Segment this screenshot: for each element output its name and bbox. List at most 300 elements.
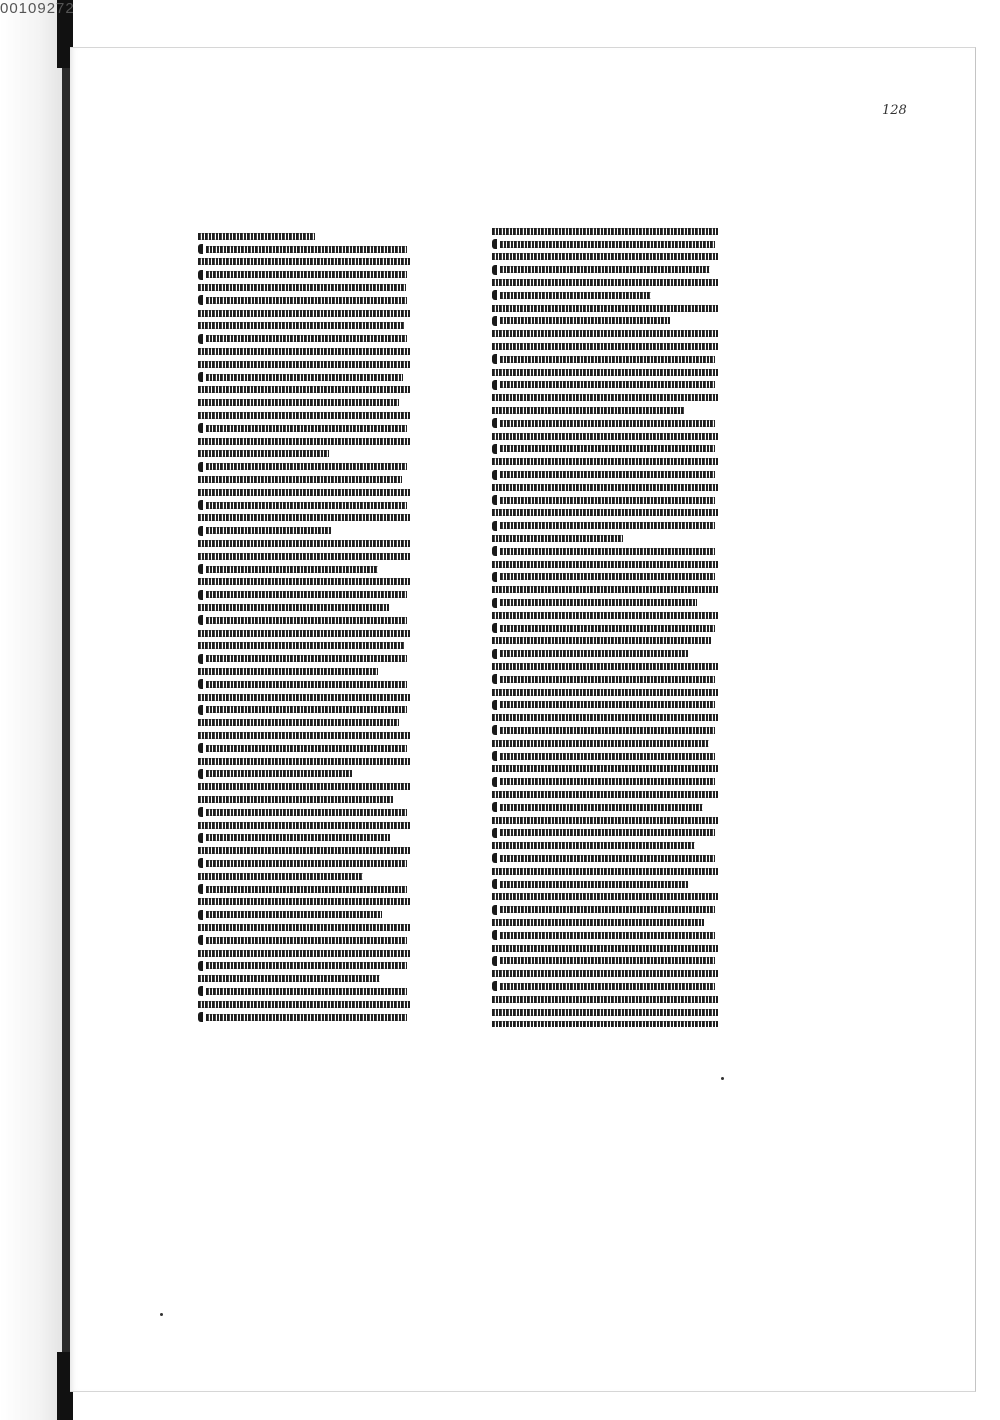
script-line bbox=[492, 596, 718, 609]
ink-stroke bbox=[198, 578, 410, 585]
script-line bbox=[492, 302, 718, 315]
pilcrow-mark bbox=[492, 981, 497, 991]
ink-stroke bbox=[206, 911, 382, 918]
text-column-left bbox=[198, 230, 410, 1032]
script-line bbox=[198, 448, 410, 461]
ink-stroke bbox=[198, 975, 380, 982]
pilcrow-mark bbox=[492, 572, 497, 582]
script-line bbox=[198, 831, 410, 844]
script-line bbox=[198, 332, 410, 345]
ink-stroke bbox=[492, 561, 718, 568]
script-line bbox=[492, 814, 718, 827]
script-line bbox=[492, 609, 718, 622]
ink-stroke bbox=[492, 228, 718, 235]
ink-stroke bbox=[198, 284, 406, 291]
script-line bbox=[492, 878, 718, 891]
ink-stroke bbox=[198, 412, 410, 419]
script-line bbox=[492, 993, 718, 1006]
ink-stroke bbox=[206, 886, 407, 893]
ink-stroke bbox=[198, 386, 410, 393]
script-line bbox=[198, 409, 410, 422]
script-line bbox=[492, 263, 718, 276]
ink-stroke bbox=[500, 241, 715, 248]
ink-stroke bbox=[206, 463, 407, 470]
ink-stroke bbox=[206, 335, 407, 342]
script-line bbox=[198, 844, 410, 857]
ink-stroke bbox=[492, 663, 718, 670]
ink-stroke bbox=[492, 842, 695, 849]
ink-stroke bbox=[206, 809, 407, 816]
script-line bbox=[198, 793, 410, 806]
pilcrow-mark bbox=[198, 935, 203, 945]
pilcrow-mark bbox=[198, 858, 203, 868]
pilcrow-mark bbox=[492, 700, 497, 710]
script-line bbox=[198, 767, 410, 780]
ink-stroke bbox=[500, 829, 715, 836]
pilcrow-mark bbox=[198, 807, 203, 817]
script-line bbox=[198, 934, 410, 947]
script-line bbox=[492, 404, 718, 417]
ink-stroke bbox=[206, 1014, 407, 1021]
ink-stroke bbox=[198, 348, 410, 355]
pilcrow-mark bbox=[198, 705, 203, 715]
ink-stroke bbox=[492, 458, 718, 465]
ink-stroke bbox=[492, 740, 709, 747]
ink-stroke bbox=[492, 343, 718, 350]
ink-stroke bbox=[500, 855, 715, 862]
ink-stroke bbox=[500, 266, 710, 273]
ink-stroke bbox=[500, 650, 688, 657]
script-line bbox=[492, 327, 718, 340]
pilcrow-mark bbox=[492, 623, 497, 633]
ink-stroke bbox=[206, 706, 407, 713]
ink-stroke bbox=[198, 642, 404, 649]
ink-stroke bbox=[206, 770, 352, 777]
ink-stroke bbox=[198, 1001, 410, 1008]
script-line bbox=[198, 563, 410, 576]
ink-stroke bbox=[198, 476, 402, 483]
script-line bbox=[492, 942, 718, 955]
ink-stroke bbox=[206, 271, 407, 278]
binding-gutter bbox=[0, 0, 70, 1420]
script-line bbox=[198, 921, 410, 934]
ink-stroke bbox=[206, 962, 407, 969]
script-line bbox=[198, 883, 410, 896]
pilcrow-mark bbox=[492, 674, 497, 684]
script-line bbox=[198, 550, 410, 563]
ink-stroke bbox=[500, 701, 715, 708]
ink-stroke bbox=[198, 873, 363, 880]
script-line bbox=[198, 268, 410, 281]
script-line bbox=[492, 532, 718, 545]
pilcrow-mark bbox=[198, 270, 203, 280]
ink-stroke bbox=[500, 983, 715, 990]
script-line bbox=[198, 396, 410, 409]
ink-stroke bbox=[198, 322, 404, 329]
ink-stroke bbox=[198, 258, 410, 265]
script-line bbox=[198, 256, 410, 269]
ink-stroke bbox=[206, 834, 390, 841]
ink-stroke bbox=[500, 727, 715, 734]
pilcrow-mark bbox=[492, 290, 497, 300]
ink-stroke bbox=[492, 484, 718, 491]
script-line bbox=[198, 742, 410, 755]
pilcrow-mark bbox=[492, 828, 497, 838]
ink-speck bbox=[721, 1077, 724, 1080]
pilcrow-mark bbox=[492, 316, 497, 326]
ink-stroke bbox=[492, 817, 718, 824]
ink-stroke bbox=[492, 791, 718, 798]
script-line bbox=[198, 857, 410, 870]
script-line bbox=[492, 750, 718, 763]
script-line bbox=[198, 307, 410, 320]
script-line bbox=[492, 289, 718, 302]
ink-stroke bbox=[198, 489, 410, 496]
script-line bbox=[198, 972, 410, 985]
script-line bbox=[492, 660, 718, 673]
script-line bbox=[492, 929, 718, 942]
ink-stroke bbox=[500, 957, 715, 964]
ink-stroke bbox=[500, 625, 715, 632]
pilcrow-mark bbox=[492, 956, 497, 966]
script-line bbox=[492, 225, 718, 238]
ink-stroke bbox=[492, 433, 718, 440]
script-line bbox=[198, 870, 410, 883]
ink-stroke bbox=[500, 317, 670, 324]
script-line bbox=[198, 691, 410, 704]
script-line bbox=[492, 1018, 718, 1027]
script-line bbox=[198, 806, 410, 819]
script-line bbox=[492, 839, 718, 852]
script-line bbox=[492, 737, 718, 750]
script-line bbox=[198, 959, 410, 972]
ink-stroke bbox=[492, 919, 704, 926]
pilcrow-mark bbox=[492, 470, 497, 480]
script-line bbox=[492, 417, 718, 430]
ink-stroke bbox=[492, 330, 718, 337]
script-line bbox=[198, 537, 410, 550]
ink-stroke bbox=[500, 753, 715, 760]
ink-stroke bbox=[198, 399, 399, 406]
pilcrow-mark bbox=[492, 354, 497, 364]
ink-stroke bbox=[198, 732, 410, 739]
script-line bbox=[492, 391, 718, 404]
ink-stroke bbox=[198, 796, 393, 803]
script-line bbox=[492, 826, 718, 839]
ink-stroke bbox=[500, 522, 715, 529]
ink-stroke bbox=[500, 573, 715, 580]
script-line bbox=[492, 852, 718, 865]
pilcrow-mark bbox=[198, 372, 203, 382]
script-line bbox=[198, 345, 410, 358]
pilcrow-mark bbox=[492, 265, 497, 275]
script-line bbox=[492, 967, 718, 980]
script-line bbox=[492, 481, 718, 494]
script-line bbox=[492, 890, 718, 903]
script-line bbox=[198, 819, 410, 832]
script-line bbox=[198, 665, 410, 678]
ink-stroke bbox=[206, 566, 378, 573]
ink-stroke bbox=[500, 292, 651, 299]
script-line bbox=[492, 545, 718, 558]
pilcrow-mark bbox=[198, 423, 203, 433]
script-line bbox=[198, 947, 410, 960]
pilcrow-mark bbox=[492, 879, 497, 889]
script-line bbox=[198, 652, 410, 665]
ink-stroke bbox=[198, 233, 315, 240]
pilcrow-mark bbox=[492, 725, 497, 735]
ink-stroke bbox=[206, 527, 331, 534]
script-line bbox=[198, 473, 410, 486]
ink-stroke bbox=[492, 945, 718, 952]
script-line bbox=[492, 583, 718, 596]
script-line bbox=[492, 865, 718, 878]
script-line bbox=[492, 954, 718, 967]
pilcrow-mark bbox=[492, 546, 497, 556]
ink-stroke bbox=[500, 445, 715, 452]
script-line bbox=[198, 243, 410, 256]
pilcrow-mark bbox=[198, 500, 203, 510]
pilcrow-mark bbox=[492, 802, 497, 812]
ink-stroke bbox=[500, 778, 715, 785]
ink-stroke bbox=[492, 279, 718, 286]
script-line bbox=[198, 716, 410, 729]
ink-stroke bbox=[500, 599, 697, 606]
pilcrow-mark bbox=[492, 418, 497, 428]
ink-stroke bbox=[198, 694, 410, 701]
pilcrow-mark bbox=[198, 564, 203, 574]
ink-stroke bbox=[198, 514, 410, 521]
pilcrow-mark bbox=[492, 444, 497, 454]
script-line bbox=[492, 788, 718, 801]
text-column-right bbox=[492, 225, 718, 1027]
ink-stroke bbox=[492, 996, 718, 1003]
script-line bbox=[492, 366, 718, 379]
pilcrow-mark bbox=[492, 905, 497, 915]
ink-stroke bbox=[198, 758, 410, 765]
script-line bbox=[198, 755, 410, 768]
ink-stroke bbox=[198, 822, 410, 829]
ink-stroke bbox=[500, 471, 715, 478]
script-line bbox=[198, 422, 410, 435]
pilcrow-mark bbox=[492, 380, 497, 390]
ink-stroke bbox=[206, 937, 407, 944]
ink-stroke bbox=[500, 497, 715, 504]
ink-stroke bbox=[492, 868, 718, 875]
script-line bbox=[492, 724, 718, 737]
pilcrow-mark bbox=[198, 1012, 203, 1022]
script-line bbox=[492, 507, 718, 520]
script-line bbox=[198, 588, 410, 601]
ink-stroke bbox=[206, 591, 407, 598]
ink-stroke bbox=[492, 893, 718, 900]
pilcrow-mark bbox=[198, 769, 203, 779]
pilcrow-mark bbox=[198, 615, 203, 625]
script-line bbox=[198, 512, 410, 525]
script-line bbox=[198, 230, 410, 243]
pilcrow-mark bbox=[198, 334, 203, 344]
pilcrow-mark bbox=[492, 649, 497, 659]
pilcrow-mark bbox=[198, 743, 203, 753]
pilcrow-mark bbox=[492, 930, 497, 940]
ink-stroke bbox=[198, 898, 410, 905]
ink-stroke bbox=[500, 804, 703, 811]
script-line bbox=[198, 281, 410, 294]
ink-stroke bbox=[198, 604, 389, 611]
pilcrow-mark bbox=[492, 598, 497, 608]
script-line bbox=[492, 711, 718, 724]
script-line bbox=[198, 601, 410, 614]
script-line bbox=[492, 1006, 718, 1019]
pilcrow-mark bbox=[198, 986, 203, 996]
ink-stroke bbox=[198, 924, 410, 931]
ink-stroke bbox=[500, 356, 715, 363]
script-line bbox=[492, 315, 718, 328]
ink-stroke bbox=[492, 394, 718, 401]
ink-stroke bbox=[492, 970, 718, 977]
script-line bbox=[492, 340, 718, 353]
script-line bbox=[198, 985, 410, 998]
ink-stroke bbox=[206, 502, 407, 509]
script-line bbox=[492, 916, 718, 929]
script-line bbox=[198, 895, 410, 908]
pilcrow-mark bbox=[492, 777, 497, 787]
pilcrow-mark bbox=[198, 679, 203, 689]
script-line bbox=[492, 571, 718, 584]
pilcrow-mark bbox=[198, 884, 203, 894]
script-line bbox=[198, 499, 410, 512]
ink-stroke bbox=[198, 668, 378, 675]
script-line bbox=[198, 576, 410, 589]
script-line bbox=[198, 320, 410, 333]
pilcrow-mark bbox=[492, 751, 497, 761]
pilcrow-mark bbox=[198, 654, 203, 664]
pilcrow-mark bbox=[198, 295, 203, 305]
ink-stroke bbox=[198, 719, 399, 726]
script-line bbox=[198, 627, 410, 640]
script-line bbox=[492, 686, 718, 699]
script-line bbox=[492, 635, 718, 648]
pilcrow-mark bbox=[198, 462, 203, 472]
script-line bbox=[198, 358, 410, 371]
ink-stroke bbox=[198, 783, 410, 790]
script-line bbox=[492, 443, 718, 456]
scan-identifier: 00109272 bbox=[0, 0, 75, 17]
script-line bbox=[492, 775, 718, 788]
script-line bbox=[492, 430, 718, 443]
ink-stroke bbox=[198, 450, 329, 457]
ink-stroke bbox=[500, 932, 715, 939]
ink-stroke bbox=[492, 586, 718, 593]
ink-stroke bbox=[492, 612, 718, 619]
script-line bbox=[492, 698, 718, 711]
script-line bbox=[198, 703, 410, 716]
pilcrow-mark bbox=[198, 961, 203, 971]
ink-speck bbox=[160, 1313, 163, 1316]
ink-stroke bbox=[206, 988, 407, 995]
ink-stroke bbox=[198, 361, 410, 368]
script-line bbox=[492, 251, 718, 264]
ink-stroke bbox=[500, 420, 715, 427]
ink-stroke bbox=[500, 906, 715, 913]
ink-stroke bbox=[500, 881, 688, 888]
ink-stroke bbox=[198, 553, 410, 560]
ink-stroke bbox=[198, 540, 410, 547]
script-line bbox=[492, 558, 718, 571]
ink-stroke bbox=[492, 689, 718, 696]
ink-stroke bbox=[206, 745, 407, 752]
script-line bbox=[492, 673, 718, 686]
script-line bbox=[492, 468, 718, 481]
pilcrow-mark bbox=[198, 590, 203, 600]
ink-stroke bbox=[206, 246, 407, 253]
ink-stroke bbox=[198, 438, 410, 445]
script-line bbox=[198, 294, 410, 307]
script-line bbox=[198, 729, 410, 742]
script-line bbox=[492, 519, 718, 532]
script-line bbox=[492, 276, 718, 289]
script-line bbox=[492, 980, 718, 993]
folio-number: 128 bbox=[882, 103, 907, 118]
script-line bbox=[198, 678, 410, 691]
script-line bbox=[492, 647, 718, 660]
script-line bbox=[492, 455, 718, 468]
ink-stroke bbox=[500, 548, 715, 555]
ink-stroke bbox=[198, 310, 410, 317]
script-line bbox=[198, 640, 410, 653]
ink-stroke bbox=[198, 630, 410, 637]
ink-stroke bbox=[500, 381, 715, 388]
ink-stroke bbox=[492, 253, 718, 260]
ink-stroke bbox=[492, 1021, 718, 1027]
ink-stroke bbox=[492, 369, 718, 376]
ink-stroke bbox=[492, 714, 718, 721]
ink-stroke bbox=[206, 617, 407, 624]
script-line bbox=[198, 371, 410, 384]
ink-stroke bbox=[198, 847, 410, 854]
script-line bbox=[492, 762, 718, 775]
script-line bbox=[198, 486, 410, 499]
script-line bbox=[198, 1011, 410, 1024]
ink-stroke bbox=[206, 425, 407, 432]
ink-stroke bbox=[492, 509, 718, 516]
script-line bbox=[492, 379, 718, 392]
script-line bbox=[492, 494, 718, 507]
ink-stroke bbox=[492, 637, 711, 644]
pilcrow-mark bbox=[492, 521, 497, 531]
script-line bbox=[198, 460, 410, 473]
script-line bbox=[492, 353, 718, 366]
ink-stroke bbox=[492, 765, 718, 772]
pilcrow-mark bbox=[198, 910, 203, 920]
ink-stroke bbox=[206, 655, 407, 662]
pilcrow-mark bbox=[492, 495, 497, 505]
ink-stroke bbox=[492, 305, 718, 312]
pilcrow-mark bbox=[492, 239, 497, 249]
script-line bbox=[198, 384, 410, 397]
ink-stroke bbox=[206, 860, 407, 867]
script-line bbox=[198, 780, 410, 793]
script-line bbox=[492, 801, 718, 814]
script-line bbox=[198, 524, 410, 537]
pilcrow-mark bbox=[492, 853, 497, 863]
ink-stroke bbox=[492, 407, 684, 414]
ink-stroke bbox=[206, 681, 407, 688]
script-line bbox=[492, 622, 718, 635]
ink-stroke bbox=[206, 374, 403, 381]
script-line bbox=[492, 238, 718, 251]
ink-stroke bbox=[500, 676, 715, 683]
